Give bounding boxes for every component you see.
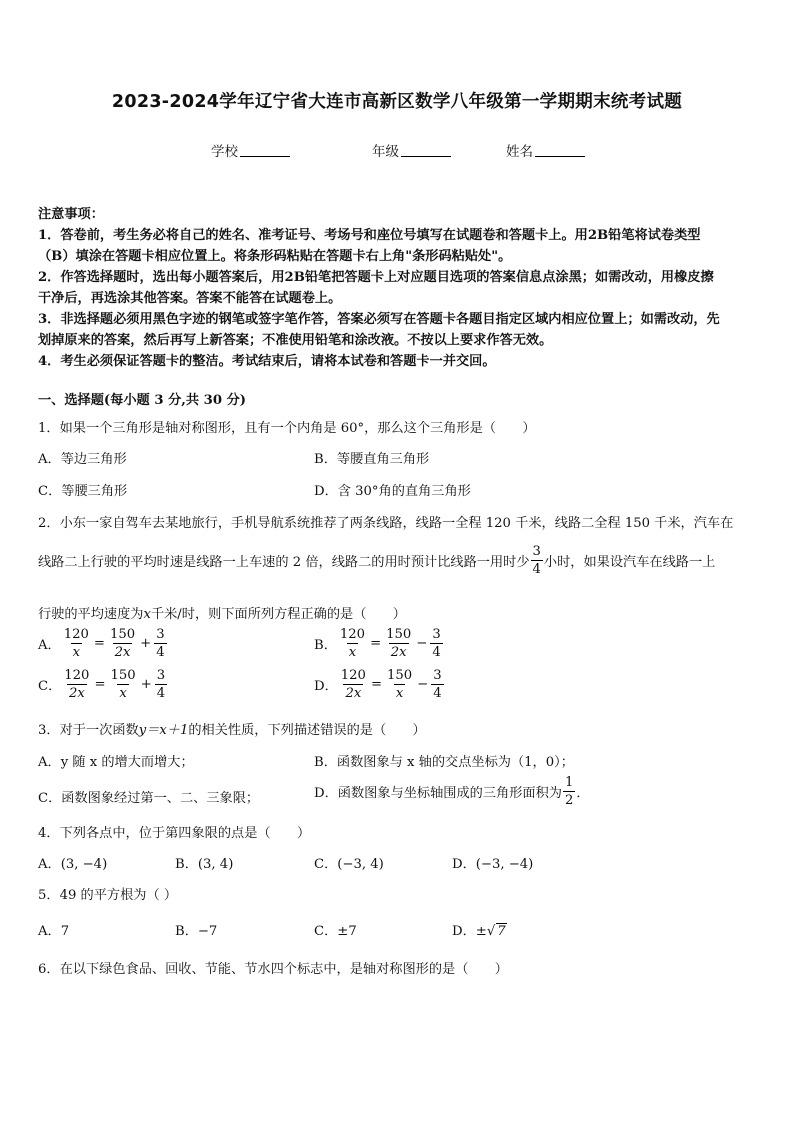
equals-sign: = bbox=[94, 677, 106, 693]
numerator: 3 bbox=[156, 668, 166, 683]
equals-sign: = bbox=[93, 636, 105, 652]
numerator: 150 bbox=[109, 627, 136, 642]
fraction bbox=[338, 628, 367, 659]
q3-option-b: B．函数图象与 x 轴的交点坐标为（1，0）； bbox=[314, 755, 574, 770]
question-2-line-3 bbox=[38, 603, 406, 622]
q3-option-c: C．函数图象经过第一、二、三象限； bbox=[38, 791, 260, 806]
option-label: C． bbox=[38, 679, 62, 695]
numerator: 3 bbox=[432, 627, 441, 642]
grade-label: 年级 bbox=[372, 144, 399, 160]
notice-item: 2．作答选择题时，选出每小题答案后，用2B铅笔把答题卡上对应题目选项的答案信息点涂黑；如需改动，用橡皮擦 bbox=[38, 270, 714, 285]
question-2-line-2 bbox=[38, 545, 715, 576]
q5-option-b: B．−7 bbox=[175, 924, 218, 939]
question-1-stem: 1．如果一个三角形是轴对称图形，且有一个内角是 60°，那么这个三角形是（ ） bbox=[38, 421, 536, 436]
radicand: 7 bbox=[497, 924, 506, 939]
question-2-line-1: 2．小东一家自驾车去某地旅行，手机导航系统推荐了两条线路，线路一全程 120 千米，线路二全程 150 千米，汽车在 bbox=[38, 516, 734, 531]
notice-item: 干净后，再选涂其他答案。答案不能答在试题卷上。 bbox=[38, 291, 342, 306]
numerator: 120 bbox=[339, 627, 366, 642]
q4-option-b: B．(3, 4) bbox=[175, 857, 234, 872]
q3-option-a: A．y 随 x 的增大而增大； bbox=[38, 755, 194, 770]
q2-text-c: 行驶的平均速度为 bbox=[38, 607, 144, 622]
notice-item: （B）填涂在答题卡相应位置上。将条形码粘贴在答题卡右上角"条形码粘贴处"。 bbox=[38, 249, 512, 264]
q5-option-d: D．±√ 7 bbox=[452, 924, 506, 939]
fraction bbox=[155, 669, 167, 700]
q3-option-d bbox=[314, 776, 590, 807]
school-field bbox=[211, 140, 290, 160]
notice-item: 1．答卷前，考生务必将自己的姓名、准考证号、考场号和座位号填写在试题卷和答题卡上。用2B铅笔将试卷类型 bbox=[38, 228, 701, 243]
q2-option-a bbox=[38, 628, 168, 659]
denominator: x bbox=[348, 645, 357, 661]
q2-option-b bbox=[314, 628, 444, 659]
numerator: 3 bbox=[156, 627, 165, 642]
q2-option-c bbox=[38, 669, 168, 700]
numerator: 1 bbox=[564, 775, 574, 790]
denominator: x bbox=[119, 686, 127, 702]
operator: − bbox=[416, 636, 428, 652]
q2-text-b: 小时，如果设汽车在线路一上 bbox=[543, 555, 716, 571]
page-title: 2023-2024学年辽宁省大连市高新区数学八年级第一学期期末统考试题 bbox=[111, 92, 683, 112]
q5-option-c: C．±7 bbox=[314, 924, 357, 939]
question-6-stem: 6．在以下绿色食品、回收、节能、节水四个标志中，是轴对称图形的是（ ） bbox=[38, 962, 508, 977]
q5-option-a: A．7 bbox=[38, 924, 70, 939]
school-blank bbox=[240, 143, 290, 157]
school-label: 学校 bbox=[211, 144, 238, 160]
q4-option-c: C．(−3, 4) bbox=[314, 857, 384, 872]
q1-option-d: D．含 30°角的直角三角形 bbox=[314, 484, 471, 499]
q3-text-b: 的相关性质，下列描述错误的是（ ） bbox=[188, 723, 426, 738]
grade-field bbox=[372, 140, 451, 160]
fraction bbox=[339, 669, 368, 700]
operator: − bbox=[417, 677, 429, 693]
option-label: A． bbox=[38, 638, 61, 654]
q1-option-a: A．等边三角形 bbox=[38, 452, 127, 467]
q2-fraction bbox=[531, 545, 543, 576]
fraction bbox=[384, 628, 413, 659]
option-label: B． bbox=[314, 638, 337, 654]
numerator: 120 bbox=[340, 668, 366, 683]
period: ． bbox=[576, 786, 590, 802]
denominator: 4 bbox=[432, 645, 441, 661]
q5-option-d-text: D．± bbox=[452, 924, 487, 939]
operator: + bbox=[140, 677, 152, 693]
denominator: 2x bbox=[114, 645, 131, 661]
fraction bbox=[154, 628, 166, 659]
q4-option-d: D．(−3, −4) bbox=[452, 857, 534, 872]
q1-option-b: B．等腰直角三角形 bbox=[314, 452, 430, 467]
name-field bbox=[506, 140, 585, 160]
option-label: D． bbox=[314, 679, 338, 695]
denominator: 2x bbox=[390, 645, 407, 661]
equals-sign: = bbox=[370, 636, 382, 652]
fraction bbox=[431, 669, 443, 700]
numerator: 150 bbox=[110, 668, 136, 683]
q2-text-d: 千米/时，则下面所列方程正确的是（ ） bbox=[150, 607, 406, 622]
numerator: 150 bbox=[387, 668, 413, 683]
name-blank bbox=[535, 143, 585, 157]
q1-option-c: C．等腰三角形 bbox=[38, 484, 128, 499]
question-5-stem: 5．49 的平方根为（ ） bbox=[38, 888, 178, 903]
denominator: 2x bbox=[68, 686, 85, 702]
fraction bbox=[108, 628, 137, 659]
fraction bbox=[563, 776, 575, 807]
notice-item: 划掉原来的答案，然后再写上新答案；不准使用铅笔和涂改液。不按以上要求作答无效。 bbox=[38, 333, 553, 348]
denominator: x bbox=[395, 686, 404, 702]
question-4-stem: 4．下列各点中，位于第四象限的点是（ ） bbox=[38, 826, 311, 841]
denominator: 4 bbox=[156, 686, 166, 702]
q2-text-a: 线路二上行驶的平均时速是线路一上车速的 2 倍，线路二的用时预计比线路一用时少 bbox=[38, 555, 530, 571]
equals-sign: = bbox=[370, 677, 382, 693]
denominator: 4 bbox=[433, 686, 442, 702]
numerator: 3 bbox=[433, 668, 442, 683]
notice-heading: 注意事项： bbox=[38, 207, 104, 222]
denominator: 2 bbox=[564, 793, 574, 809]
denominator: x bbox=[72, 645, 81, 661]
numerator: 150 bbox=[386, 627, 412, 642]
denominator: 4 bbox=[156, 645, 165, 661]
fraction bbox=[385, 669, 414, 700]
fraction bbox=[430, 628, 442, 659]
q3-text-a: 3．对于一次函数 bbox=[38, 723, 139, 738]
fraction bbox=[109, 669, 138, 700]
notice-item: 3．非选择题必须用黑色字迹的钢笔或签字笔作答，答案必须写在答题卡各题目指定区域内相应位置上；如需改动，先 bbox=[38, 312, 720, 327]
q3-function: y＝x＋1 bbox=[138, 723, 189, 738]
q2-option-d bbox=[314, 669, 445, 700]
numerator: 120 bbox=[64, 668, 90, 683]
notice-item: 4．考生必须保证答题卡的整洁。考试结束后，请将本试卷和答题卡一并交回。 bbox=[38, 354, 496, 369]
fraction bbox=[62, 669, 91, 700]
q2-variable: x bbox=[143, 607, 151, 622]
name-label: 姓名 bbox=[506, 144, 533, 160]
operator: + bbox=[140, 636, 152, 652]
q2-fraction-denominator: 4 bbox=[532, 562, 541, 578]
question-3-stem bbox=[38, 719, 426, 738]
section-heading: 一、选择题(每小题 3 分,共 30 分) bbox=[38, 393, 247, 408]
denominator: 2x bbox=[345, 686, 362, 702]
q3-option-d-text: D．函数图象与坐标轴围成的三角形面积为 bbox=[314, 786, 562, 802]
numerator: 120 bbox=[63, 627, 89, 642]
q2-fraction-numerator: 3 bbox=[532, 544, 541, 559]
fraction bbox=[62, 628, 91, 659]
q4-option-a: A．(3, −4) bbox=[38, 857, 108, 872]
grade-blank bbox=[401, 143, 451, 157]
